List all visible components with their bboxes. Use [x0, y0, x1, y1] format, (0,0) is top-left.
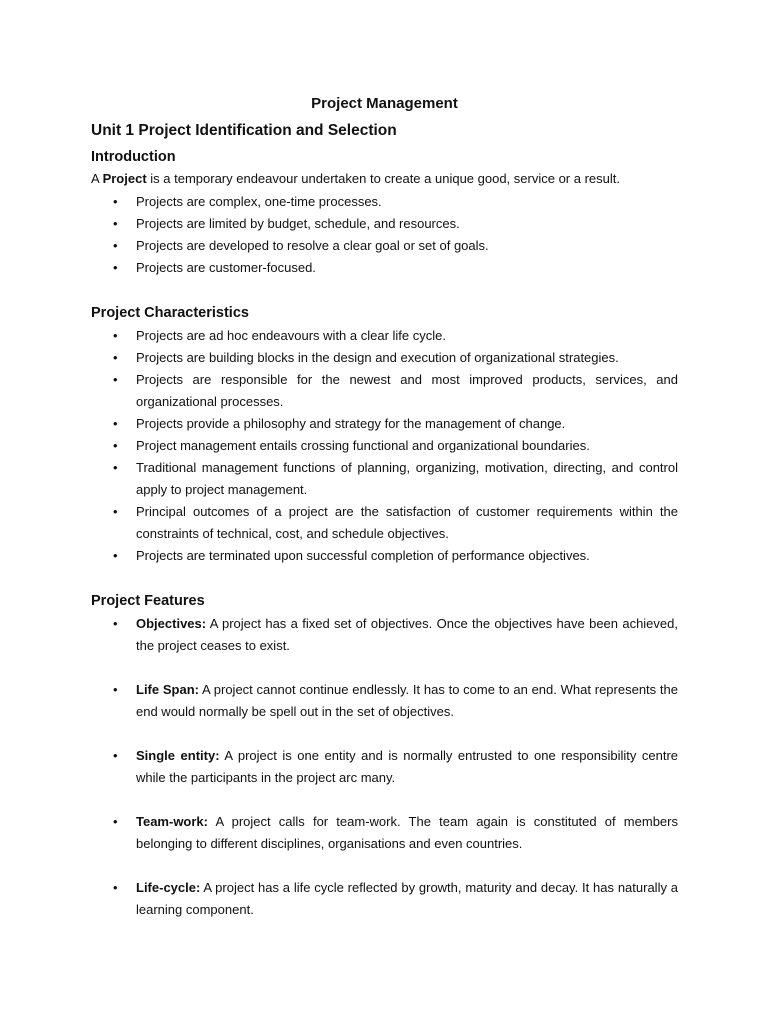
list-item: • Projects are complex, one-time processes. — [91, 191, 678, 213]
bullet-icon: • — [113, 216, 118, 231]
list-item: • Projects are developed to resolve a clear goal or set of goals. — [91, 235, 678, 257]
feature-term: Single entity: — [136, 748, 220, 763]
bullet-icon: • — [113, 880, 118, 895]
lead-prefix: A — [91, 171, 103, 186]
bullet-icon: • — [113, 682, 118, 697]
list-item: • Projects provide a philosophy and strategy for the management of change. — [91, 413, 678, 435]
document-title: Project Management — [311, 95, 458, 112]
lead-rest: is a temporary endeavour undertaken to create a unique good, service or a result. — [146, 171, 620, 186]
list-item: • Traditional management functions of planning, organizing, motivation, directing, and control apply to project management. — [91, 457, 678, 501]
features-section — [91, 591, 678, 921]
characteristics-heading: Project Characteristics — [91, 305, 249, 321]
list-item — [91, 877, 678, 921]
introduction-section — [91, 147, 678, 279]
introduction-list — [91, 191, 678, 279]
bullet-icon: • — [113, 328, 118, 343]
bullet-icon: • — [113, 460, 118, 475]
list-item: • Projects are limited by budget, schedule, and resources. — [91, 213, 678, 235]
feature-text: A project cannot continue endlessly. It has to come to an end. What represents the end would normally be spell out in the set of objectives. — [136, 682, 678, 719]
introduction-heading: Introduction — [91, 149, 176, 165]
bullet-icon: • — [113, 194, 118, 209]
list-item: • Projects are ad hoc endeavours with a clear life cycle. — [91, 325, 678, 347]
feature-text: A project calls for team-work. The team again is constituted of members belonging to different disciplines, organisations and even countries. — [136, 814, 678, 851]
bullet-icon: • — [113, 416, 118, 431]
list-item — [91, 745, 678, 789]
characteristics-list — [91, 325, 678, 567]
bullet-icon: • — [113, 504, 118, 519]
list-item: • Projects are building blocks in the design and execution of organizational strategies. — [91, 347, 678, 369]
list-item: • Project management entails crossing functional and organizational boundaries. — [91, 435, 678, 457]
feature-text: A project has a fixed set of objectives. Once the objectives have been achieved, the project ceases to exist. — [136, 616, 678, 653]
feature-term: Life-cycle: — [136, 880, 201, 895]
features-list — [91, 613, 678, 921]
bullet-icon: • — [113, 438, 118, 453]
bullet-icon: • — [113, 814, 118, 829]
features-heading: Project Features — [91, 593, 205, 609]
unit-heading: Unit 1 Project Identification and Selection — [91, 122, 397, 139]
list-item — [91, 811, 678, 855]
bullet-icon: • — [113, 350, 118, 365]
bullet-icon: • — [113, 260, 118, 275]
feature-term: Team-work: — [136, 814, 208, 829]
list-item: • Projects are customer-focused. — [91, 257, 678, 279]
bullet-icon: • — [113, 372, 118, 387]
list-item: • Projects are responsible for the newest and most improved products, services, and organizational processes. — [91, 369, 678, 413]
list-item: • Projects are terminated upon successful completion of performance objectives. — [91, 545, 678, 567]
bullet-icon: • — [113, 748, 118, 763]
section-spacer — [91, 567, 678, 591]
list-item: • Principal outcomes of a project are the satisfaction of customer requirements within the constraints of technical, cost, and schedule objectives. — [91, 501, 678, 545]
lead-bold-term: Project — [102, 171, 147, 186]
feature-text: A project has a life cycle reflected by growth, maturity and decay. It has naturally a learning component. — [136, 880, 678, 917]
section-spacer — [91, 279, 678, 303]
bullet-icon: • — [113, 238, 118, 253]
list-item — [91, 679, 678, 723]
introduction-lead — [91, 169, 678, 189]
feature-term: Life Span: — [136, 682, 199, 697]
bullet-icon: • — [113, 616, 118, 631]
feature-term: Objectives: — [136, 616, 207, 631]
bullet-icon: • — [113, 548, 118, 563]
characteristics-section — [91, 303, 678, 567]
feature-text: A project is one entity and is normally entrusted to one responsibility centre while the participants in the project arc many. — [136, 748, 678, 785]
list-item — [91, 613, 678, 657]
